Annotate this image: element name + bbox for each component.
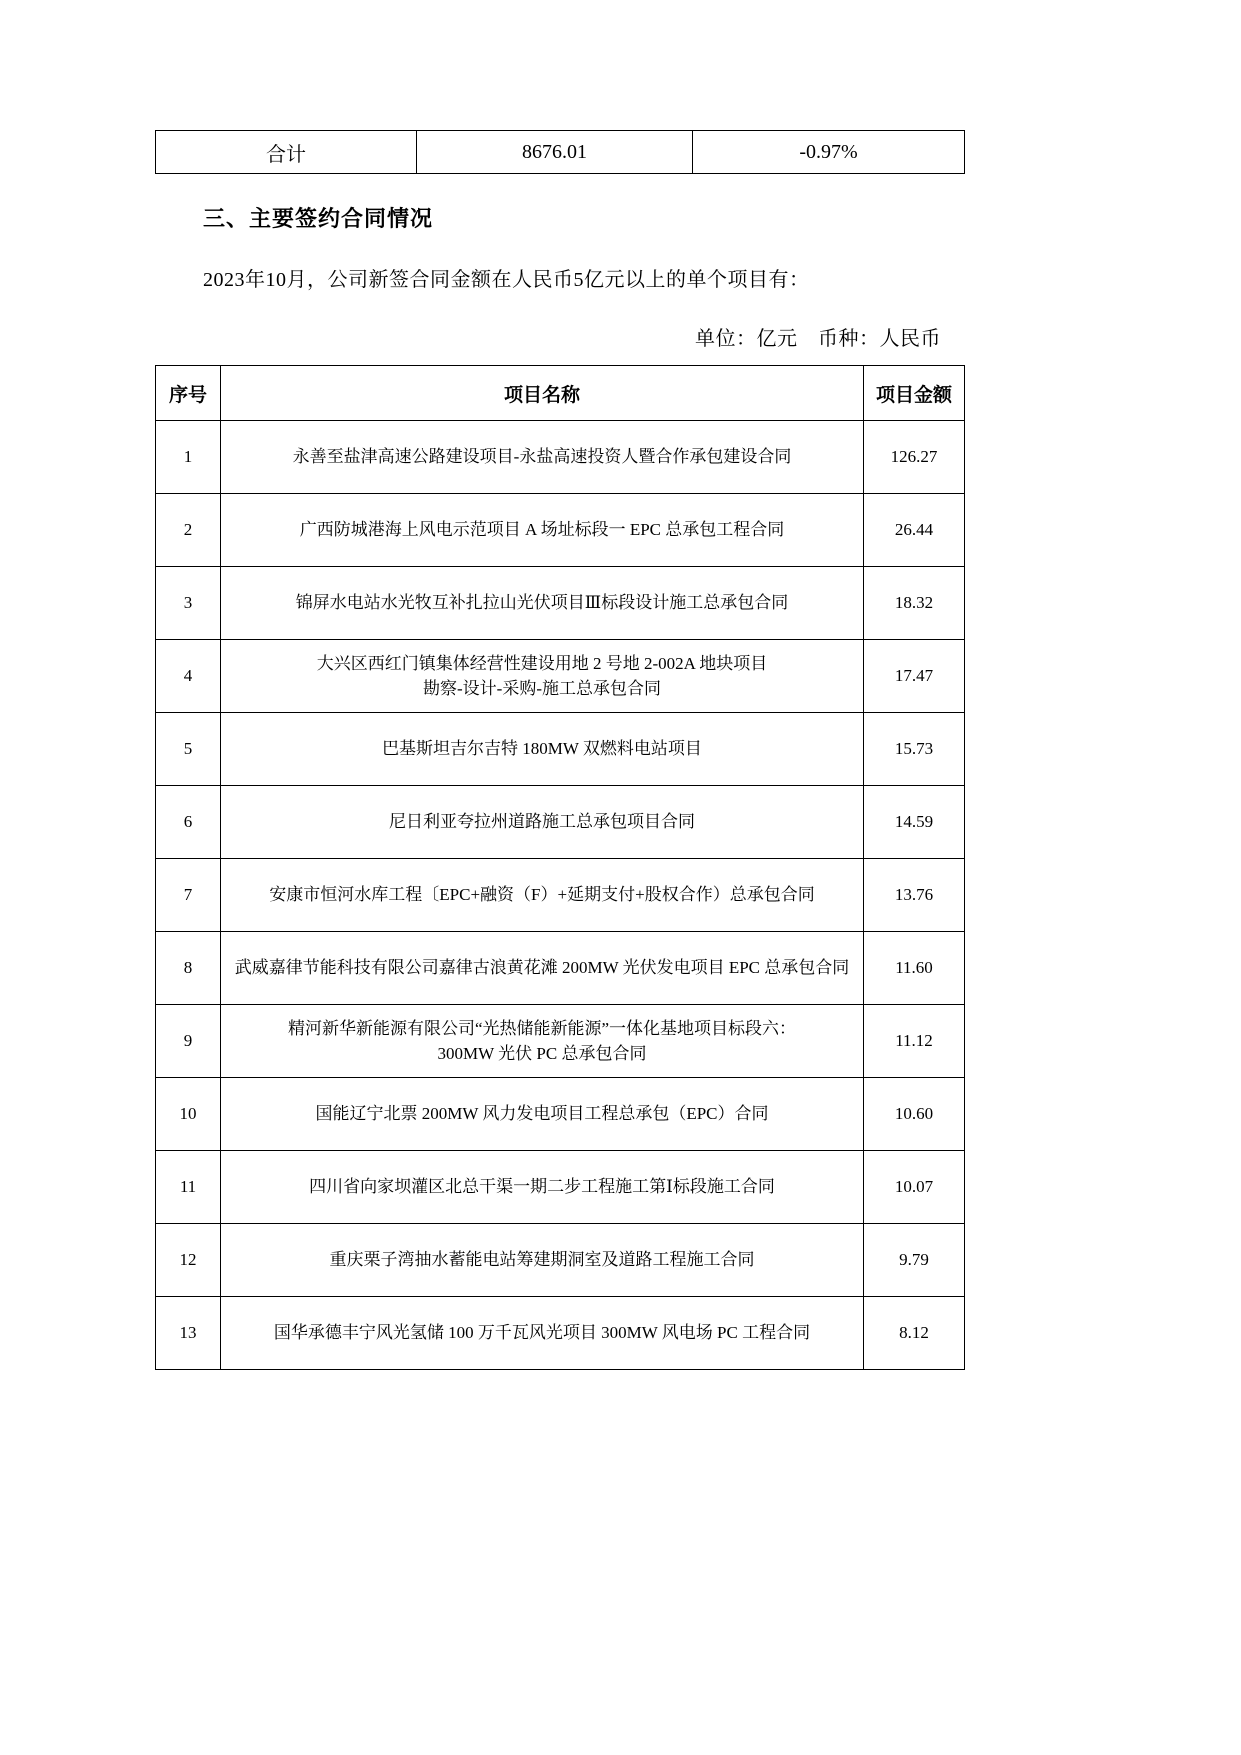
contract-amount: 11.12 [864,1005,965,1078]
contract-no: 3 [156,567,221,640]
contract-no: 13 [156,1297,221,1370]
contract-name: 尼日利亚夸拉州道路施工总承包项目合同 [221,786,864,859]
contract-name: 武威嘉律节能科技有限公司嘉律古浪黄花滩 200MW 光伏发电项目 EPC 总承包合同 [221,932,864,1005]
contract-no: 6 [156,786,221,859]
table-row [156,640,965,713]
contract-name: 精河新华新能源有限公司“光热储能新能源”一体化基地项目标段六： 300MW 光伏 PC 总承包合同 [221,1005,864,1078]
contract-name: 重庆栗子湾抽水蓄能电站筹建期洞室及道路工程施工合同 [221,1224,864,1297]
contract-name: 四川省向家坝灌区北总干渠一期二步工程施工第Ⅰ标段施工合同 [221,1151,864,1224]
table-row [156,494,965,567]
contract-no: 11 [156,1151,221,1224]
contract-amount: 14.59 [864,786,965,859]
table-row [156,131,965,174]
contract-no: 9 [156,1005,221,1078]
table-row [156,1151,965,1224]
contract-amount: 126.27 [864,421,965,494]
summary-total-change: -0.97% [693,131,965,174]
table-row [156,421,965,494]
contract-amount: 9.79 [864,1224,965,1297]
table-row [156,1005,965,1078]
unit-currency-note: 单位：亿元 币种：人民币 [695,328,941,350]
contract-no: 8 [156,932,221,1005]
table-row [156,567,965,640]
contract-name: 广西防城港海上风电示范项目 A 场址标段一 EPC 总承包工程合同 [221,494,864,567]
table-row [156,1297,965,1370]
contract-amount: 8.12 [864,1297,965,1370]
table-row [156,1078,965,1151]
contract-amount: 17.47 [864,640,965,713]
contract-name: 国华承德丰宁风光氢储 100 万千瓦风光项目 300MW 风电场 PC 工程合同 [221,1297,864,1370]
contract-no: 2 [156,494,221,567]
contract-name: 国能辽宁北票 200MW 风力发电项目工程总承包（EPC）合同 [221,1078,864,1151]
contract-amount: 18.32 [864,567,965,640]
column-header-no: 序号 [156,366,221,421]
contract-name: 巴基斯坦吉尔吉特 180MW 双燃料电站项目 [221,713,864,786]
section-heading: 三、主要签约合同情况 [203,206,434,231]
table-row [156,859,965,932]
table-row [156,932,965,1005]
contracts-table [155,365,965,1370]
contract-amount: 10.60 [864,1078,965,1151]
table-row [156,786,965,859]
contract-amount: 26.44 [864,494,965,567]
summary-table-body [156,131,965,174]
section-paragraph: 2023年10月，公司新签合同金额在人民币5亿元以上的单个项目有： [203,269,810,291]
contract-name: 安康市恒河水库工程〔EPC+融资（F）+延期支付+股权合作）总承包合同 [221,859,864,932]
contracts-table-body [156,421,965,1370]
table-header-row [156,366,965,421]
contract-amount: 13.76 [864,859,965,932]
column-header-amount: 项目金额 [864,366,965,421]
contract-name: 锦屏水电站水光牧互补扎拉山光伏项目Ⅲ标段设计施工总承包合同 [221,567,864,640]
contract-name: 大兴区西红门镇集体经营性建设用地 2 号地 2-002A 地块项目 勘察-设计-采购-施工总承包合同 [221,640,864,713]
contract-no: 5 [156,713,221,786]
contract-no: 7 [156,859,221,932]
contract-name: 永善至盐津高速公路建设项目-永盐高速投资人暨合作承包建设合同 [221,421,864,494]
contract-no: 12 [156,1224,221,1297]
contract-amount: 11.60 [864,932,965,1005]
summary-total-amount: 8676.01 [417,131,693,174]
contract-no: 1 [156,421,221,494]
summary-total-label: 合计 [156,131,417,174]
table-row [156,713,965,786]
page-content [155,0,955,1370]
contracts-table-head [156,366,965,421]
table-row [156,1224,965,1297]
contract-no: 4 [156,640,221,713]
contract-no: 10 [156,1078,221,1151]
contract-amount: 15.73 [864,713,965,786]
contract-amount: 10.07 [864,1151,965,1224]
column-header-name: 项目名称 [221,366,864,421]
summary-total-table [155,130,965,174]
